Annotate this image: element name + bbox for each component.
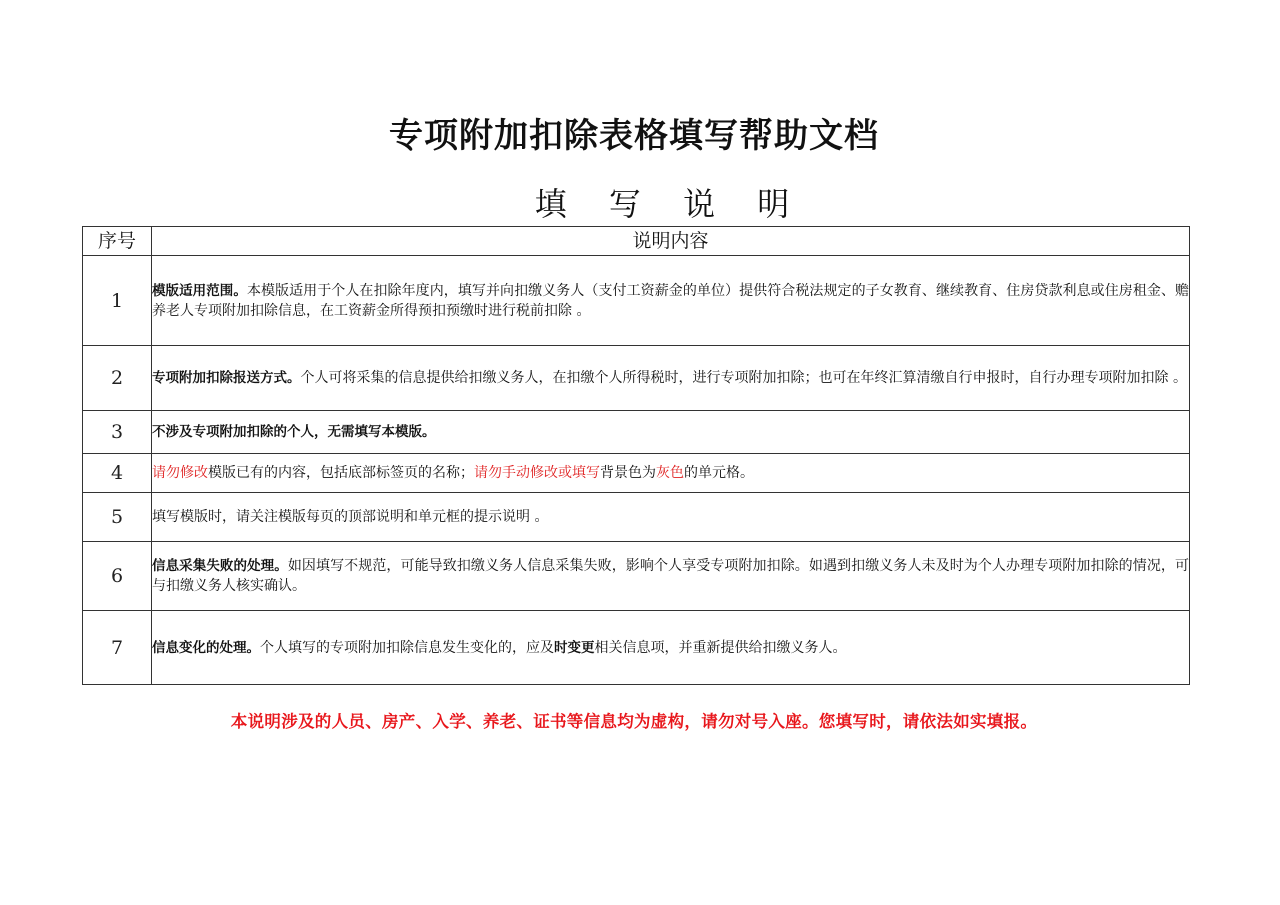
row-lead-text: 专项附加扣除报送方式。 bbox=[152, 370, 301, 386]
row-body-text: 模版已有的内容，包括底部标签页的名称； bbox=[208, 465, 474, 481]
row-body-text: 的单元格。 bbox=[684, 465, 754, 481]
row-number: 4 bbox=[83, 454, 152, 493]
section-subtitle: 填 写 说 明 bbox=[534, 185, 806, 223]
table-row bbox=[83, 493, 1190, 542]
row-body-text: 背景色为 bbox=[600, 465, 656, 481]
row-number: 5 bbox=[83, 493, 152, 542]
header-serial-number: 序号 bbox=[83, 227, 152, 256]
row-body-text: 个人可将采集的信息提供给扣缴义务人，在扣缴个人所得税时，进行专项附加扣除；也可在年终汇算清缴自行申报时，自行办理专项附加扣除 。 bbox=[300, 370, 1187, 386]
row-number: 1 bbox=[83, 256, 152, 346]
row-content bbox=[152, 542, 1190, 611]
row-content bbox=[152, 411, 1190, 454]
row-content bbox=[152, 611, 1190, 685]
row-lead-text: 信息变化的处理。 bbox=[152, 639, 260, 656]
row-number: 2 bbox=[83, 346, 152, 411]
row-content bbox=[152, 256, 1190, 346]
table-row bbox=[83, 346, 1190, 411]
row-number: 7 bbox=[83, 611, 152, 685]
warning-text-do-not-modify: 请勿修改 bbox=[152, 465, 208, 481]
instructions-table bbox=[82, 226, 1190, 685]
table-row bbox=[83, 411, 1190, 454]
table-row bbox=[83, 454, 1190, 493]
table-row bbox=[83, 542, 1190, 611]
row-lead-text: 不涉及专项附加扣除的个人，无需填写本模版。 bbox=[152, 424, 436, 440]
row-number: 3 bbox=[83, 411, 152, 454]
header-description-content: 说明内容 bbox=[152, 227, 1190, 256]
warning-text-gray: 灰色 bbox=[656, 465, 684, 481]
table-row bbox=[83, 256, 1190, 346]
row-content bbox=[152, 346, 1190, 411]
row-emphasis-text: 时变更 bbox=[554, 639, 595, 656]
warning-text-do-not-edit: 请勿手动修改或填写 bbox=[474, 465, 600, 481]
row-body-text: 本模版适用于个人在扣除年度内，填写并向扣缴义务人（支付工资薪金的单位）提供符合税法规定的子女教育、继续教育、住房贷款利息或住房租金、赡养老人专项附加扣除信息，在工资薪金所得预扣预缴时进行税前扣除 。 bbox=[152, 282, 1190, 319]
row-number: 6 bbox=[83, 542, 152, 611]
row-body-text: 如因填写不规范，可能导致扣缴义务人信息采集失败，影响个人享受专项附加扣除。如遇到扣缴义务人未及时为个人办理专项附加扣除的情况，可与扣缴义务人核实确认。 bbox=[152, 558, 1190, 594]
row-content bbox=[152, 493, 1190, 542]
document-title: 专项附加扣除表格填写帮助文档 bbox=[389, 116, 879, 156]
table-header-row bbox=[83, 227, 1190, 256]
row-lead-text: 模版适用范围。 bbox=[152, 282, 247, 299]
row-body-text: 个人填写的专项附加扣除信息发生变化的，应及 bbox=[260, 639, 554, 656]
disclaimer-note: 本说明涉及的人员、房产、入学、养老、证书等信息均为虚构，请勿对号入座。您填写时，请依法如实填报。 bbox=[230, 712, 1038, 731]
row-body-text: 填写模版时，请关注模版每页的顶部说明和单元框的提示说明 。 bbox=[152, 509, 549, 525]
row-body-text: 相关信息项，并重新提供给扣缴义务人。 bbox=[594, 639, 847, 656]
table-row bbox=[83, 611, 1190, 685]
row-lead-text: 信息采集失败的处理。 bbox=[152, 558, 288, 574]
row-content bbox=[152, 454, 1190, 493]
